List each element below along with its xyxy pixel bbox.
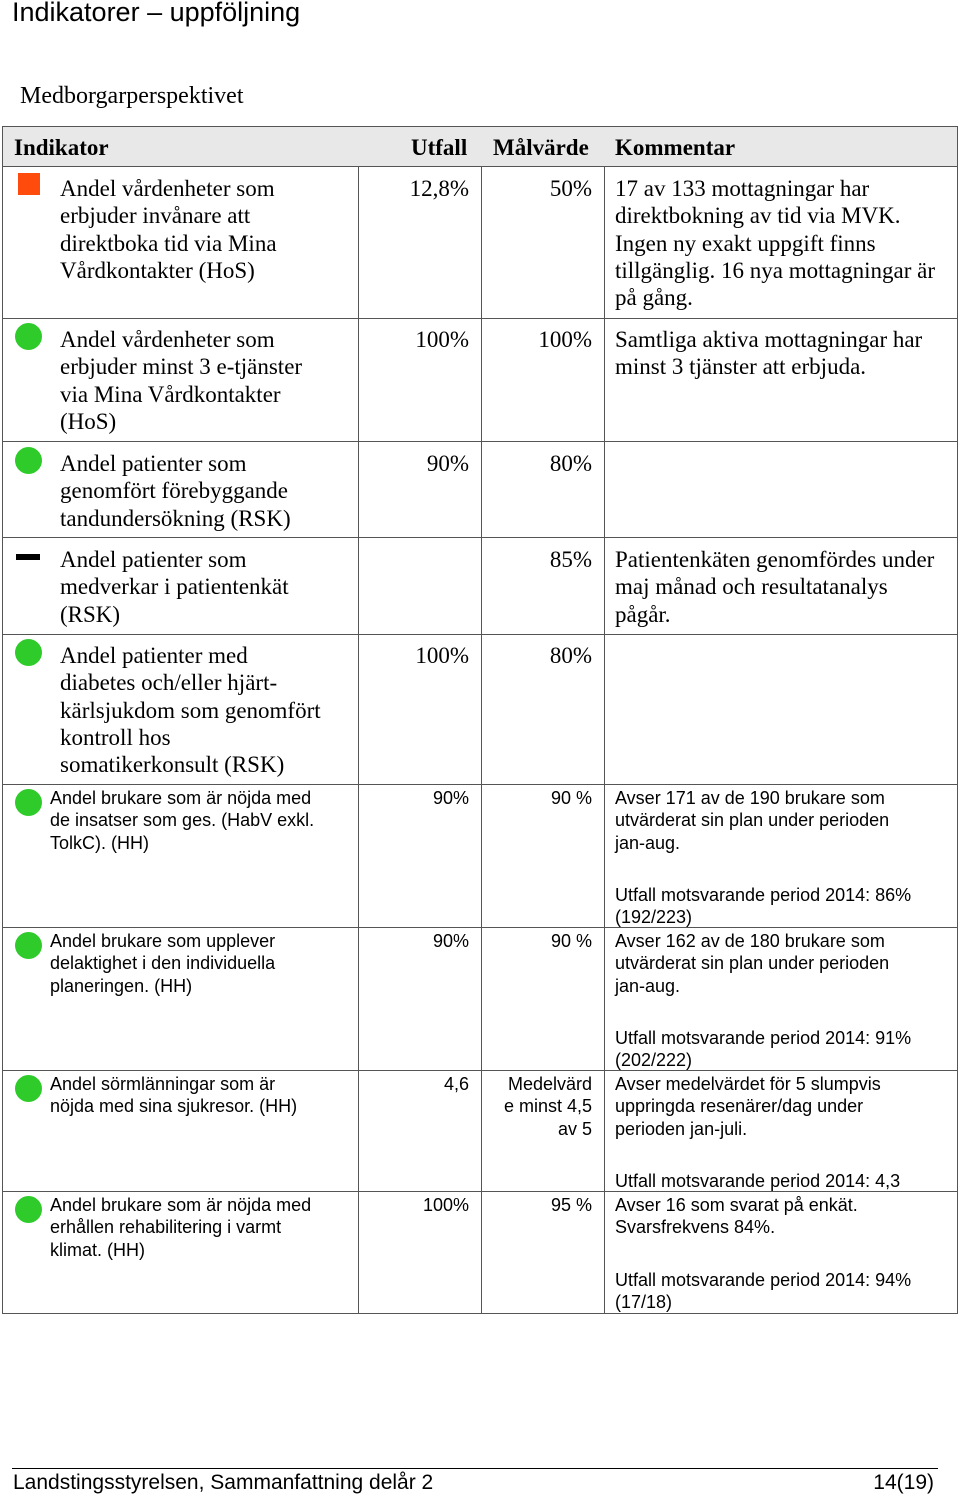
footer-document-title: Landstingsstyrelsen, Sammanfattning delår 2 <box>13 1471 434 1494</box>
column-divider <box>358 167 359 1313</box>
indicator-text: Andel vårdenheter som erbjuder invånare att direktboka tid via Mina Vårdkontakter (HoS) <box>60 176 277 283</box>
status-green-icon <box>15 1196 42 1223</box>
target-value: 80% <box>549 643 592 668</box>
comment-text: Avser medelvärdet för 5 slumpvis uppringda resenärer/dag under perioden jan-juli. <box>615 1074 881 1139</box>
status-green-icon <box>15 932 42 959</box>
comment-previous-period: Utfall motsvarande period 2014: 91% (202/222) <box>615 1028 912 1071</box>
status-green-icon <box>15 447 42 474</box>
comment-text: Avser 162 av de 180 brukare som utvärderat sin plan under perioden jan-aug. <box>615 931 890 996</box>
comment-text: 17 av 133 mottagningar har direktbokning av tid via MVK. Ingen ny exakt uppgift finns tillgänglig. 16 nya mottagningar är på gång. <box>615 176 936 311</box>
row-divider <box>3 634 957 635</box>
comment-text: Avser 16 som svarat på enkät. Svarsfrekvens 84%. <box>615 1195 858 1238</box>
indicator-table <box>2 126 958 1314</box>
footer-rule <box>12 1468 938 1469</box>
row-divider <box>3 537 957 538</box>
target-value: 50% <box>549 176 592 201</box>
indicator-text: Andel patienter som genomfört förebyggande tandundersökning (RSK) <box>60 451 291 531</box>
outcome-value: 12,8% <box>409 176 469 201</box>
outcome-value: 90% <box>426 451 469 476</box>
row-divider <box>3 441 957 442</box>
outcome-value: 100% <box>415 643 469 668</box>
outcome-value: 100% <box>422 1195 469 1215</box>
comment-text: Avser 171 av de 190 brukare som utvärderat sin plan under perioden jan-aug. <box>615 788 890 853</box>
indicator-text: Andel brukare som upplever delaktighet i den individuella planeringen. (HH) <box>50 931 276 996</box>
footer-page-number: 14(19) <box>873 1471 934 1494</box>
indicator-text: Andel vårdenheter som erbjuder minst 3 e-tjänster via Mina Vårdkontakter (HoS) <box>60 327 303 434</box>
status-green-icon <box>15 323 42 350</box>
target-value: 80% <box>549 451 592 476</box>
target-value: 85% <box>549 547 592 572</box>
header-target: Målvärde <box>493 135 589 160</box>
status-red-icon <box>18 173 40 195</box>
page-title: Indikatorer – uppföljning <box>12 0 301 27</box>
indicator-text: Andel sörmlänningar som är nöjda med sina sjukresor. (HH) <box>50 1074 298 1117</box>
comment-text: Samtliga aktiva mottagningar har minst 3 tjänster att erbjuda. <box>615 327 923 380</box>
comment-text: Patientenkäten genomfördes under maj månad och resultatanalys pågår. <box>615 547 935 627</box>
row-divider <box>3 318 957 319</box>
indicator-text: Andel patienter som medverkar i patientenkät (RSK) <box>60 547 289 627</box>
section-heading: Medborgarperspektivet <box>20 83 244 109</box>
table-header <box>3 127 957 167</box>
target-value: 100% <box>538 327 592 352</box>
header-outcome: Utfall <box>411 135 468 160</box>
target-value: Medelvärd e minst 4,5 av 5 <box>503 1074 592 1139</box>
comment-previous-period: Utfall motsvarande period 2014: 86% (192/223) <box>615 885 912 928</box>
indicator-text: Andel patienter med diabetes och/eller hjärt- kärlsjukdom som genomfört kontroll hos somatikerkonsult (RSK) <box>60 643 321 778</box>
indicator-text: Andel brukare som är nöjda med erhållen rehabilitering i varmt klimat. (HH) <box>50 1195 312 1260</box>
status-missing-icon <box>16 554 40 560</box>
status-green-icon <box>15 1075 42 1102</box>
header-comment: Kommentar <box>615 135 736 160</box>
target-value: 95 % <box>550 1195 592 1215</box>
outcome-value: 100% <box>415 327 469 352</box>
target-value: 90 % <box>550 788 592 808</box>
outcome-value: 90% <box>432 931 469 951</box>
indicator-text: Andel brukare som är nöjda med de insatser som ges. (HabV exkl. TolkC). (HH) <box>50 788 315 853</box>
target-value: 90 % <box>550 931 592 951</box>
column-divider <box>481 167 482 1313</box>
comment-previous-period: Utfall motsvarande period 2014: 94% (17/18) <box>615 1270 912 1313</box>
status-green-icon <box>15 639 42 666</box>
comment-previous-period: Utfall motsvarande period 2014: 4,3 <box>615 1171 901 1191</box>
status-green-icon <box>15 789 42 816</box>
outcome-value: 90% <box>432 788 469 808</box>
column-divider <box>604 167 605 1313</box>
outcome-value: 4,6 <box>443 1074 469 1094</box>
header-indicator: Indikator <box>14 135 109 160</box>
row-divider <box>3 784 957 785</box>
